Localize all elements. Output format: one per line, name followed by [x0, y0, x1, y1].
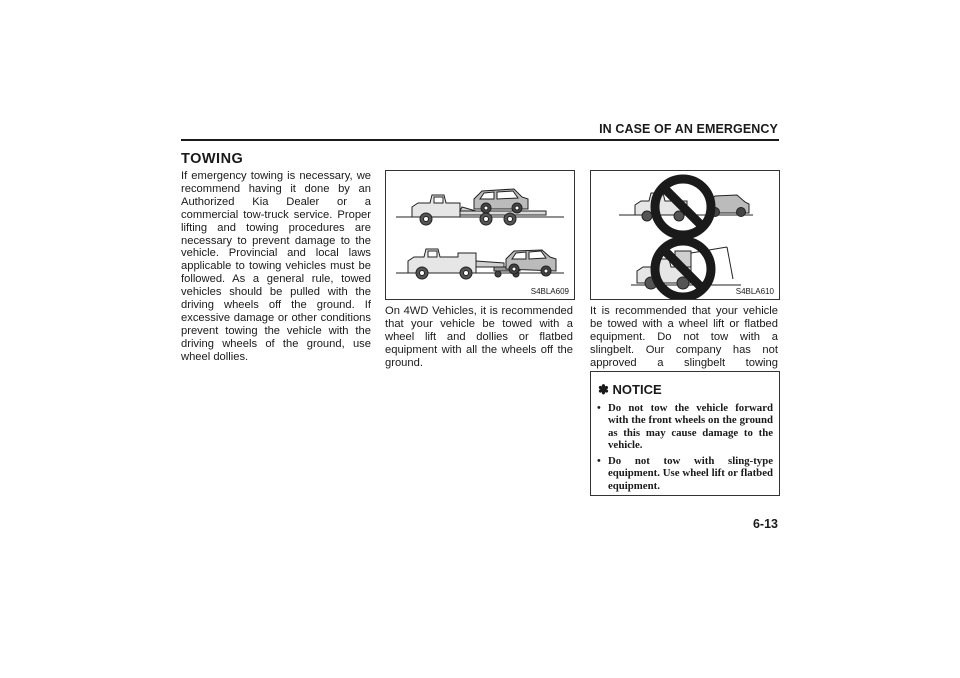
notice-item-text: Do not tow with sling-type equipment. Use wheel lift or flatbed equipment.: [608, 455, 773, 492]
figure-recommended-towing: [385, 170, 575, 300]
list-item: [597, 402, 773, 451]
towing-intro-paragraph: If emergency towing is necessary, we recommend having it done by an Authorized Kia Dealer or a commercial tow-truck service. Proper lifting and towing procedures are necessary to prevent damage to the vehicle. Provincial and local laws applicable to towing vehicles must be followed. As a general rule, towed vehicles should be pulled with the driving wheels off the ground. If excessive damage or other conditions prevent towing the vehicle with the driving wheels of the ground, use wheel dollies.: [181, 170, 371, 363]
notice-item-text: Do not tow the vehicle forward with the front wheels on the ground as this may cause damage to the vehicle.: [608, 402, 773, 451]
list-item: [597, 455, 773, 492]
notice-heading: [598, 382, 662, 398]
prohibited-towing-illustration: [591, 171, 779, 299]
notice-box: [590, 371, 780, 496]
bullet-icon: •: [597, 402, 601, 414]
figure-prohibited-towing: [590, 170, 780, 300]
towing-method-paragraph: It is recommended that your vehicle be towed with a wheel lift or flatbed equipment. Do not tow with a slingbelt. Our company has not approved a slingbelt towing: [590, 305, 778, 369]
notice-list: [597, 402, 773, 496]
header-rule: [181, 139, 779, 141]
section-title: TOWING: [181, 151, 244, 167]
asterisk-icon: ✽: [598, 382, 609, 397]
recommended-towing-illustration: [386, 171, 574, 299]
page-number: 6-13: [752, 517, 778, 531]
4wd-towing-paragraph: On 4WD Vehicles, it is recommended that your vehicle be towed with a wheel lift and dollies or flatbed equipment with all the wheels off the ground.: [385, 305, 573, 369]
bullet-icon: •: [597, 455, 601, 468]
figure-code: S4BLA610: [735, 287, 774, 296]
figure-code: S4BLA609: [530, 287, 569, 296]
header-title: IN CASE OF AN EMERGENCY: [599, 122, 778, 136]
notice-title: NOTICE: [612, 382, 662, 397]
